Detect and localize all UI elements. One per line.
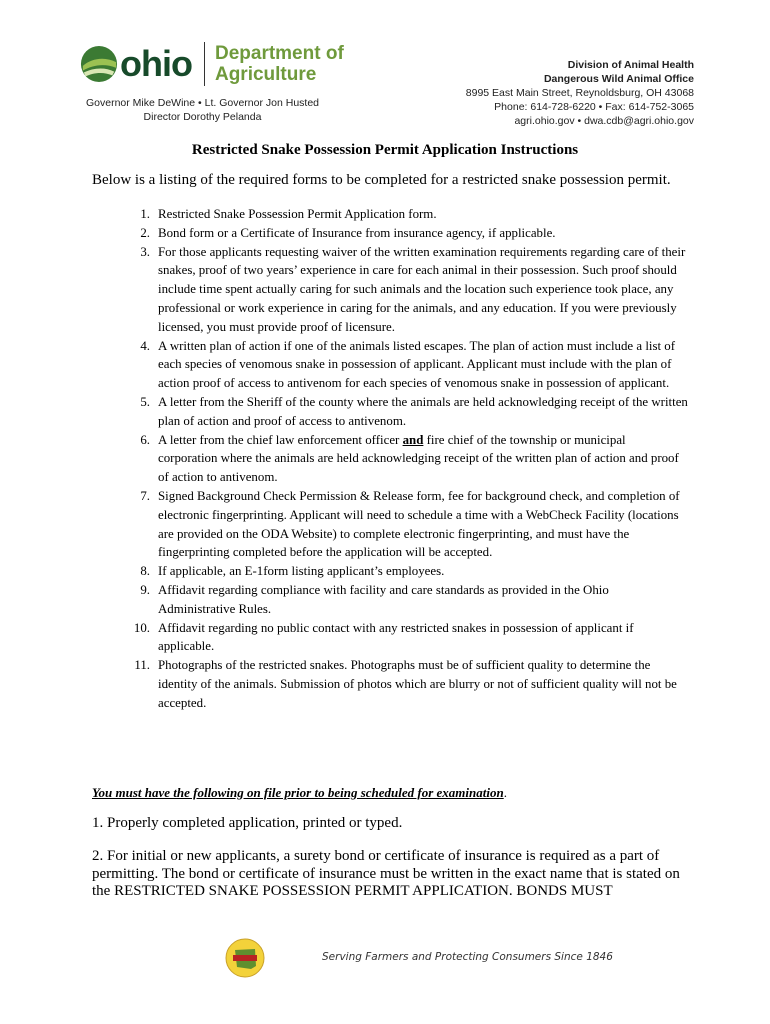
ohio-logo [80,42,380,86]
ohio-proud-seal-icon [225,938,265,978]
list-item: 11. Photographs of the restricted snakes. Photographs must be of sufficient quality to determine the identity of the animals. Submission of photos which are blurry or not of sufficient quality will not be accepted. [134,658,677,710]
required-forms-list [128,205,688,713]
exam-requirement-note: You must have the following on file prior to being scheduled for examination. [92,785,507,800]
office-name: Dangerous Wild Animal Office [543,73,694,85]
list-item: 7. Signed Background Check Permission & Release form, fee for background check, and completion of electronic fingerprinting. Applicant will need to schedule a time with a WebCheck Facility (locations are provided on the ODA Website) to complete electronic fingerprinting, and must have the fingerprinting completed before the application will be accepted. [140,488,680,560]
list-item: 2. Bond form or a Certificate of Insurance from insurance agency, if applicable. [140,225,556,240]
requirement-2: 2. For initial or new applicants, a surety bond or certificate of insurance is required as a part of permitting. The bond or certificate of insurance must be written in the exact name that is stated on the RESTRICTED SNAKE POSSESSION PERMIT APPLICATION. BONDS MUST [92,848,680,899]
director-line: Director Dorothy Pelanda [143,111,262,123]
list-item: 4. A written plan of action if one of the animals listed escapes. The plan of action must include a list of each species of venomous snake in possession of applicant. Applicant must include with the plan of action proof of access to antivenom for each species of venomous snake in possession of applicant. [140,338,676,391]
intro-text: Below is a listing of the required forms to be completed for a restricted snake possession permit. [92,172,671,188]
list-item: 6. A letter from the chief law enforcement officer and fire chief of the township or municipal corporation where the animals are held acknowledging receipt of the written plan of action and proof of action to antivenom. [140,432,679,485]
list-item: 1. Restricted Snake Possession Permit Application form. [140,207,437,221]
department-line-1: Department of [214,43,344,64]
office-web: agri.ohio.gov • dwa.cdb@agri.ohio.gov [514,115,694,127]
division-name: Division of Animal Health [567,59,694,71]
requirement-1: 1. Properly completed application, printed or typed. [92,815,403,831]
emphasis-and: and [402,432,424,447]
department-line-2: Agriculture [214,64,317,85]
office-phone: Phone: 614-728-6220 • Fax: 614-752-3065 [494,101,694,113]
header-branding [80,42,380,124]
list-item: 8. If applicable, an E-1form listing applicant’s employees. [140,564,445,579]
list-item: 5. A letter from the Sheriff of the county where the animals are held acknowledging receipt of the written plan of action and proof of access to antivenom. [140,394,688,428]
list-item: 3. For those applicants requesting waiver of the written examination requirements regarding care of their snakes, proof of two years’ experience in care for each animal in their possession. Such proof should include time spent actually caring for such animals and the location such experience took place, any professional or work experience in caring for the animals, and any education. If you were previously licensed, you must provide proof of licensure. [140,244,686,334]
office-address: 8995 East Main Street, Reynoldsburg, OH 43068 [465,87,694,99]
list-item: 9. Affidavit regarding compliance with facility and care standards as provided in the Ohio Administrative Rules. [140,582,609,616]
department-name [215,43,344,85]
page-title: Restricted Snake Possession Permit Application Instructions [191,142,579,158]
footer-slogan: Serving Farmers and Protecting Consumers Since 1846 [322,951,613,963]
logo-divider [204,42,205,86]
ohio-logo-icon [80,45,118,83]
governor-line: Governor Mike DeWine • Lt. Governor Jon Husted [85,97,320,109]
list-item: 10. Affidavit regarding no public contact with any restricted snakes in possession of applicant if applicable. [133,620,634,654]
header-contact [466,58,694,128]
ohio-wordmark: ohio [120,43,192,84]
